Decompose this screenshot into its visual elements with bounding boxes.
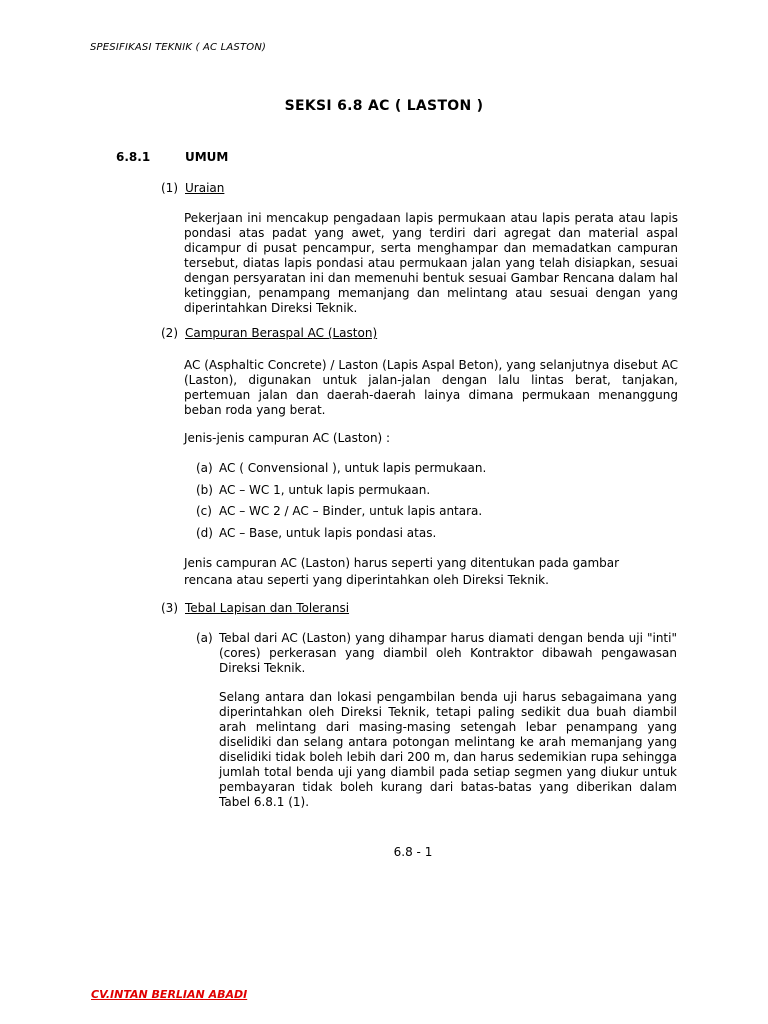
list-item-text: AC – WC 1, untuk lapis permukaan. xyxy=(219,483,431,497)
section-number: 6.8.1 xyxy=(116,150,151,164)
mix-types-closing-line-1: Jenis campuran AC (Laston) harus seperti yang ditentukan pada gambar xyxy=(184,556,620,570)
subsection-3-heading: Tebal Lapisan dan Toleransi xyxy=(185,601,350,615)
subsection-1-body: Pekerjaan ini mencakup pengadaan lapis permukaan atau lapis perata atau lapis pondasi atas padat yang awet, yang terdiri dari agregat dan material aspal dicampur di pusat pencampur, serta menghampar dan memadatkan campuran tersebut, diatas lapis pondasi atau permukaan jalan yang telah disiapkan, sesuai dengan persyaratan ini dan memenuhi bentuk sesuai Gambar Rencana dalam hal ketinggian, penampang memanjang dan melintang atau sesuai dengan yang diperintahkan Direksi Teknik. xyxy=(184,211,678,315)
list-item-label: (d) xyxy=(196,526,213,540)
item-a-paragraph-1: Tebal dari AC (Laston) yang dihampar harus diamati dengan benda uji "inti" (cores) perkerasan yang diambil oleh Kontraktor dibawah pengawasan Direksi Teknik. xyxy=(219,631,677,675)
subsection-2-heading: Campuran Beraspal AC (Laston) xyxy=(185,326,378,340)
list-item-label: (c) xyxy=(196,504,212,518)
page-number: 6.8 - 1 xyxy=(393,845,433,859)
subsection-1-heading: Uraian xyxy=(185,181,225,195)
list-item-text: AC ( Convensional ), untuk lapis permukaan. xyxy=(219,461,487,475)
running-header: SPESIFIKASI TEKNIK ( AC LASTON) xyxy=(90,42,267,53)
list-item xyxy=(196,526,436,540)
section-heading: UMUM xyxy=(185,150,229,164)
subsection-2-body: AC (Asphaltic Concrete) / Laston (Lapis Aspal Beton), yang selanjutnya disebut AC (Laston), digunakan untuk jalan-jalan dengan lalu lintas berat, tanjakan, pertemuan jalan dan daerah-daerah lainya dimana permukaan menanggung beban roda yang berat. xyxy=(184,358,678,417)
list-item xyxy=(196,504,482,518)
mix-types-intro: Jenis-jenis campuran AC (Laston) : xyxy=(184,431,391,445)
list-item xyxy=(196,483,430,497)
list-item-label: (a) xyxy=(196,461,213,475)
mix-types-closing-line-2: rencana atau seperti yang diperintahkan oleh Direksi Teknik. xyxy=(184,573,549,587)
footer-company: CV.INTAN BERLIAN ABADI xyxy=(91,988,248,1001)
subsection-1-number: (1) xyxy=(161,181,178,195)
list-item xyxy=(196,461,486,475)
item-a-label: (a) xyxy=(196,631,213,645)
item-a-paragraph-2: Selang antara dan lokasi pengambilan benda uji harus sebagaimana yang diperintahkan oleh Direksi Teknik, tetapi paling sedikit dua buah diambil arah melintang dari masing-masing setengah lebar penampang yang diselidiki dan selang antara potongan melintang ke arah memanjang yang diselidiki tidak boleh lebih dari 200 m, dan harus sedemikian rupa sehingga jumlah total benda uji yang diambil pada setiap segmen yang diukur untuk pembayaran tidak boleh kurang dari batas-batas yang diberikan dalam Tabel 6.8.1 (1). xyxy=(219,690,677,809)
list-item-text: AC – WC 2 / AC – Binder, untuk lapis antara. xyxy=(219,504,483,518)
list-item-label: (b) xyxy=(196,483,213,497)
section-title: SEKSI 6.8 AC ( LASTON ) xyxy=(284,98,484,114)
subsection-2-number: (2) xyxy=(161,326,178,340)
subsection-3-number: (3) xyxy=(161,601,178,615)
list-item-text: AC – Base, untuk lapis pondasi atas. xyxy=(219,526,437,540)
